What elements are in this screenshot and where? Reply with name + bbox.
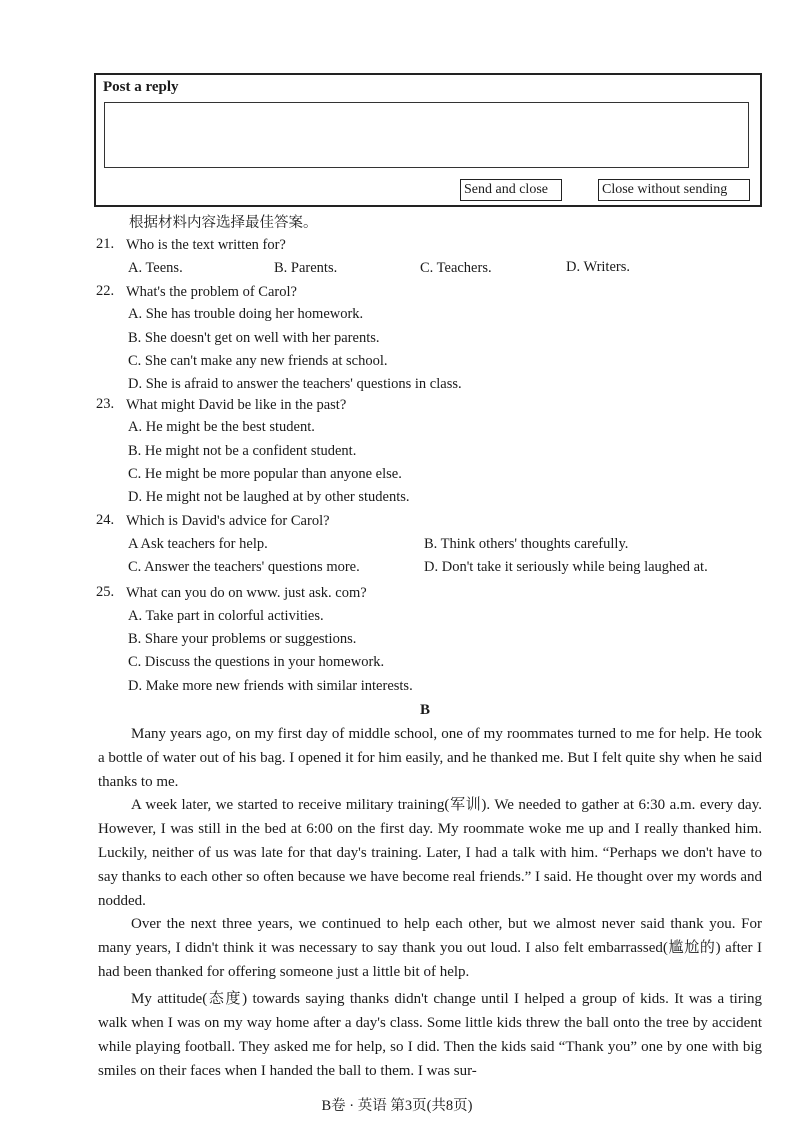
option: A. She has trouble doing her homework.	[128, 306, 364, 322]
close-without-sending-button[interactable]: Close without sending	[598, 179, 750, 201]
question-number: 24.	[96, 512, 115, 528]
page-footer: B卷 · 英语 第3页(共8页)	[321, 1098, 473, 1114]
option: A. He might be the best student.	[128, 419, 315, 435]
option: B. He might not be a confident student.	[128, 443, 357, 459]
passage-paragraph	[98, 722, 762, 794]
question-text: Who is the text written for?	[126, 237, 286, 253]
passage-paragraph	[98, 793, 762, 913]
question-text: Which is David's advice for Carol?	[126, 513, 330, 529]
paragraph-text: Many years ago, on my first day of middle school, one of my roommates turned to me for help. He took a bottle of water out of his bag. I opened it for him easily, and he thanked me. But I felt quite shy when he said thanks to me.	[98, 726, 762, 790]
option: B. Think others' thoughts carefully.	[424, 536, 629, 552]
question-text: What's the problem of Carol?	[126, 284, 297, 300]
option: B. She doesn't get on well with her parents.	[128, 330, 380, 346]
question-number: 25.	[96, 584, 115, 600]
option: C. Answer the teachers' questions more.	[128, 559, 360, 575]
question-number: 21.	[96, 236, 115, 252]
paragraph-text: My attitude(态度) towards saying thanks didn't change until I helped a group of kids. It was a tiring walk when I was on my way home after a day's class. Some little kids threw the ball onto the tree by accident while playing football. They asked me for help, so I did. Then the kids said “Thank you” one by one with big smiles on their faces when I handed the ball to them. I was sur-	[98, 991, 762, 1079]
option: C. She can't make any new friends at school.	[128, 353, 388, 369]
option: D. He might not be laughed at by other students.	[128, 489, 410, 505]
paragraph-text: A week later, we started to receive military training(军训). We needed to gather at 6:30 a.m. every day. However, I was still in the bed at 6:00 on the first day. My roommate woke me up and I really thanked him. Luckily, neither of us was late for that day's training. Later, I had a talk with him. “Perhaps we don't have to say thanks to each other so often because we have become real friends.” I said. He thought over my words and nodded.	[98, 797, 762, 909]
section-heading: B	[420, 702, 431, 718]
option: D. Don't take it seriously while being laughed at.	[424, 559, 708, 575]
option: A. Teens.	[128, 260, 183, 276]
option: D. Writers.	[566, 259, 630, 275]
option: C. Discuss the questions in your homework.	[128, 654, 385, 670]
question-text: What might David be like in the past?	[126, 397, 347, 413]
post-reply-panel	[94, 73, 762, 207]
question-text: What can you do on www. just ask. com?	[126, 585, 367, 601]
option: D. She is afraid to answer the teachers' questions in class.	[128, 376, 462, 392]
reply-textarea[interactable]	[104, 102, 749, 168]
instruction: 根据材料内容选择最佳答案。	[129, 215, 318, 231]
post-reply-title: Post a reply	[103, 79, 179, 95]
passage-paragraph	[98, 987, 762, 1083]
option: B. Parents.	[274, 260, 338, 276]
option: A Ask teachers for help.	[128, 536, 268, 552]
passage-paragraph	[98, 912, 762, 984]
option: C. Teachers.	[420, 260, 492, 276]
send-and-close-button[interactable]: Send and close	[460, 179, 562, 201]
question-number: 23.	[96, 396, 115, 412]
paragraph-text: Over the next three years, we continued to help each other, but we almost never said thank you. For many years, I didn't think it was necessary to say thank you out loud. I also felt embarrassed(尴尬的) after I had been thanked for offering someone just a little bit of help.	[98, 916, 762, 980]
option: D. Make more new friends with similar interests.	[128, 678, 413, 694]
option: C. He might be more popular than anyone else.	[128, 466, 402, 482]
option: B. Share your problems or suggestions.	[128, 631, 357, 647]
question-number: 22.	[96, 283, 115, 299]
option: A. Take part in colorful activities.	[128, 608, 324, 624]
